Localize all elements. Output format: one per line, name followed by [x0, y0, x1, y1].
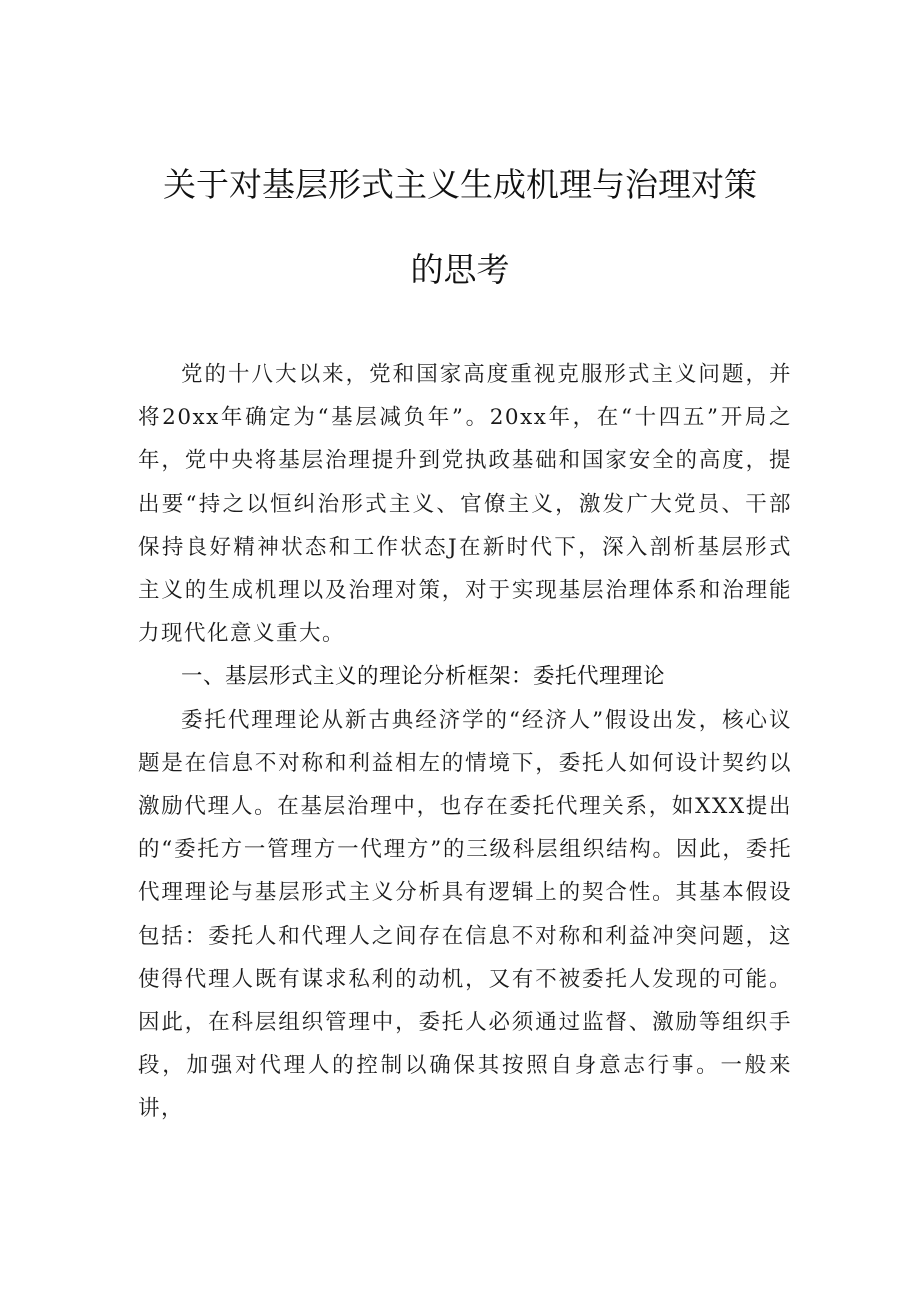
document-title-line-2: 的思考	[410, 250, 510, 289]
document-title-line-1: 关于对基层形式主义生成机理与治理对策	[163, 165, 757, 204]
paragraph-principal-agent: 委托代理理论从新古典经济学的“经济人”假设出发，核心议题是在信息不对称和利益相左的情境下，委托人如何设计契约以激励代理人。在基层治理中，也存在委托代理关系，如XXX提出的“委托方一管理方一代理方”的三级科层组织结构。因此，委托代理理论与基层形式主义分析具有逻辑上的契合性。其基本假设包括：委托人和代理人之间存在信息不对称和利益冲突问题，这使得代理人既有谋求私利的动机，又有不被委托人发现的可能。因此，在科层组织管理中，委托人必须通过监督、激励等组织手段，加强对代理人的控制以确保其按照自身意志行事。一般来讲，	[138, 707, 792, 1122]
paragraph-intro: 党的十八大以来，党和国家高度重视克服形式主义问题，并将20xx年确定为“基层减负年”。20xx年，在“十四五”开局之年，党中央将基层治理提升到党执政基础和国家安全的高度，提出要“持之以恒纠治形式主义、官僚主义，激发广大党员、干部保持良好精神状态和工作状态J在新时代下，深入剖析基层形式主义的生成机理以及治理对策，对于实现基层治理体系和治理能力现代化意义重大。	[138, 362, 792, 647]
section-heading-1: 一、基层形式主义的理论分析框架：委托代理理论	[181, 664, 666, 690]
document-body	[138, 353, 792, 1131]
